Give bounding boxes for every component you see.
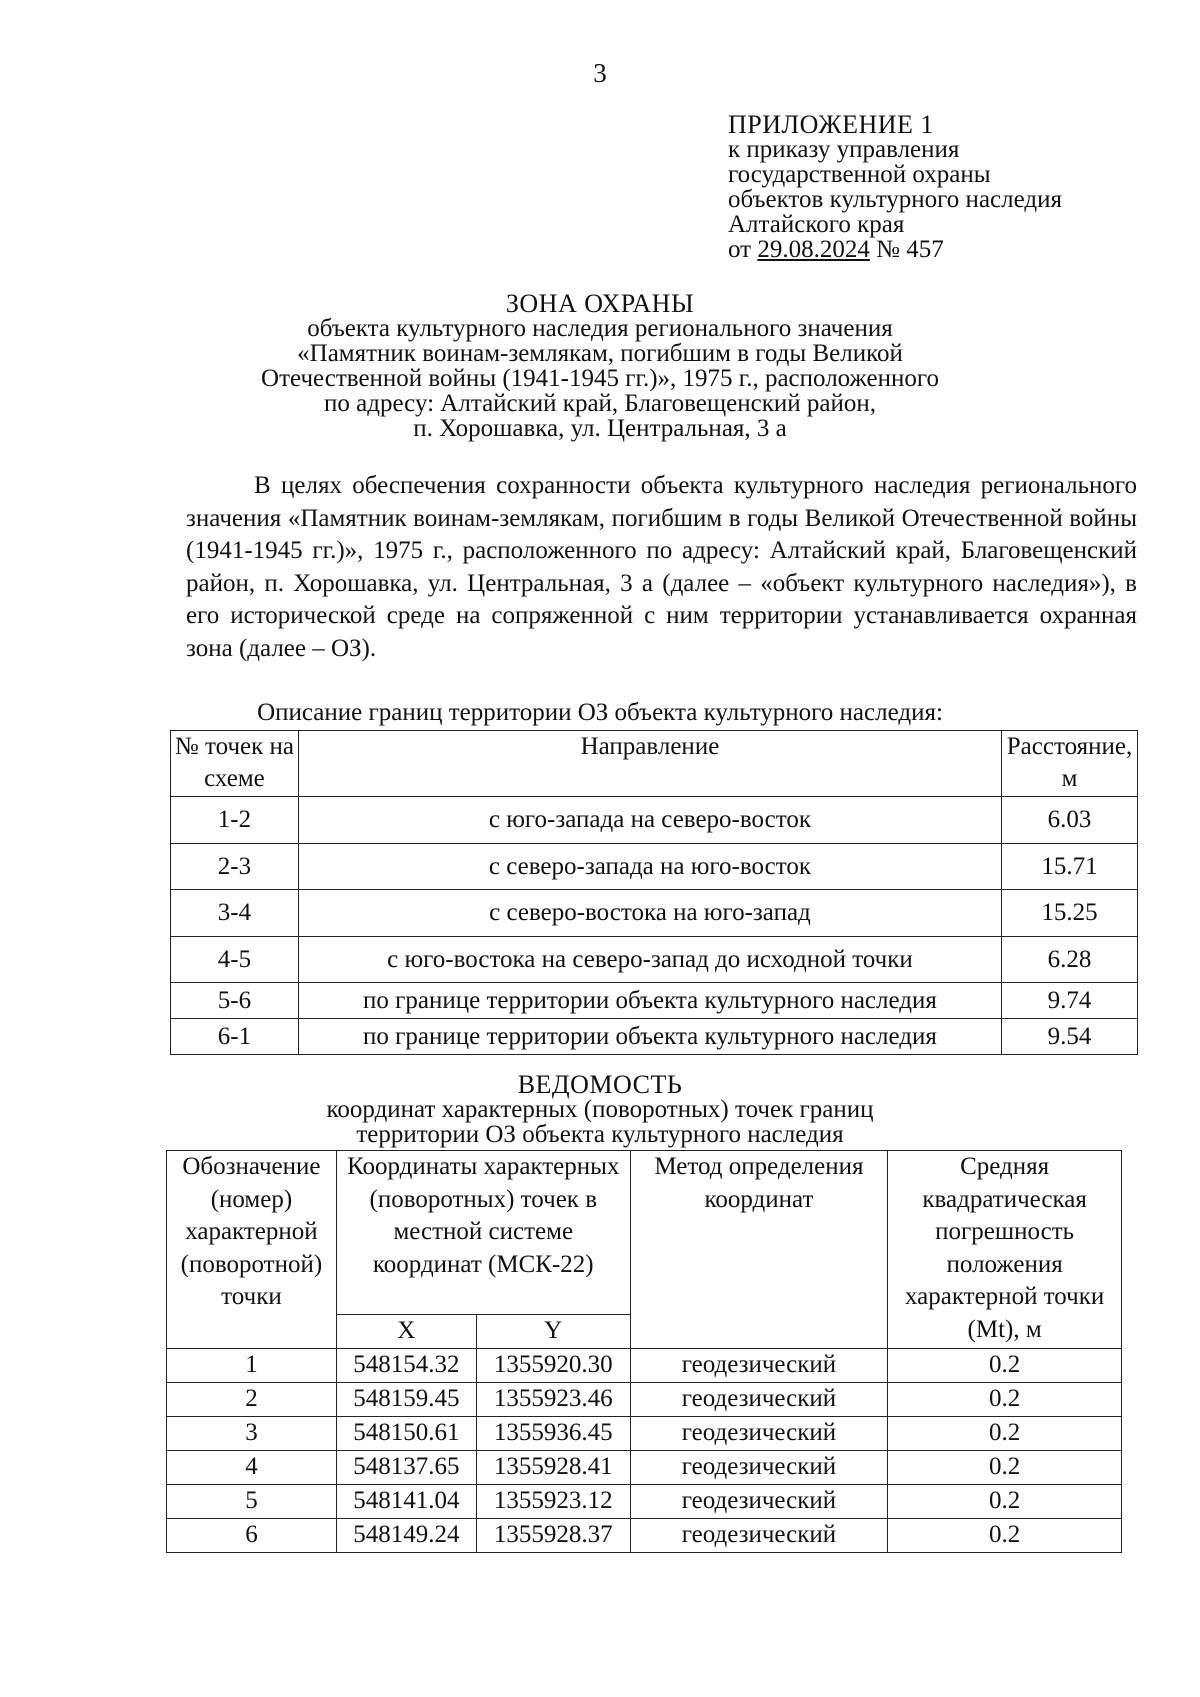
coords-header-coordinates: Координаты характерных (поворотных) точек в местной системе координат (МСК-22) [336,1151,630,1315]
coords-y-cell: 1355936.45 [476,1416,630,1450]
appendix-date: 29.08.2024 [757,236,870,263]
coords-header-row [167,1151,1122,1315]
coords-x-cell: 548137.65 [336,1450,476,1484]
coords-number-cell: 4 [167,1450,337,1484]
bounds-direction-cell: с юго-запада на северо-восток [298,797,1001,844]
coords-header-designation: Обозначение (номер) характерной (поворотной) точки [167,1151,337,1349]
coords-header-y: Y [476,1315,630,1349]
bounds-header-distance: Расстояние, м [1002,731,1138,797]
table-row [171,890,1138,937]
bounds-direction-cell: по границе территории объекта культурного наследия [298,1019,1001,1055]
zone-line: Отечественной войны (1941-1945 гг.)», 1975 г., расположенного [261,365,939,392]
bounds-points-cell: 4-5 [171,937,299,983]
table-row [167,1484,1122,1518]
coords-error-cell: 0.2 [888,1450,1122,1484]
bounds-table [170,730,1138,1055]
page-number: 3 [593,58,607,88]
table-row [167,1518,1122,1552]
table-row [171,937,1138,983]
coords-method-cell: геодезический [630,1484,888,1518]
coords-error-cell: 0.2 [888,1484,1122,1518]
bounds-direction-cell: с юго-востока на северо-запад до исходной точки [298,937,1001,983]
coords-number-cell: 5 [167,1484,337,1518]
coords-y-cell: 1355928.37 [476,1518,630,1552]
bounds-direction-cell: с северо-запада на юго-восток [298,844,1001,890]
table-row [167,1450,1122,1484]
coords-method-cell: геодезический [630,1348,888,1382]
appendix-heading: ПРИЛОЖЕНИЕ 1 [728,110,934,139]
bounds-distance-cell: 6.03 [1002,797,1138,844]
coords-x-cell: 548149.24 [336,1518,476,1552]
coords-header-method: Метод определения координат [630,1151,888,1349]
coords-x-cell: 548159.45 [336,1382,476,1416]
bounds-points-cell: 6-1 [171,1019,299,1055]
bounds-distance-cell: 15.25 [1002,890,1138,937]
table-row [171,1019,1138,1055]
zone-title-block [0,291,1200,441]
bounds-caption: Описание границ территории ОЗ объекта культурного наследия: [257,699,943,726]
coords-error-cell: 0.2 [888,1416,1122,1450]
zone-heading: ЗОНА ОХРАНЫ [505,289,695,318]
vedomost-title-block [0,1072,1200,1147]
coords-method-cell: геодезический [630,1382,888,1416]
appendix-line: Алтайского края [728,211,905,238]
bounds-header-row [171,731,1138,797]
coords-error-cell: 0.2 [888,1518,1122,1552]
coords-x-cell: 548150.61 [336,1416,476,1450]
appendix-line: объектов культурного наследия [728,186,1062,213]
appendix-line: государственной охраны [728,161,991,188]
table-row [167,1348,1122,1382]
coords-x-cell: 548141.04 [336,1484,476,1518]
appendix-line: к приказу управления [728,136,960,163]
coords-y-cell: 1355923.46 [476,1382,630,1416]
bounds-points-cell: 1-2 [171,797,299,844]
appendix-number: № 457 [869,236,944,263]
zone-line: «Памятник воинам-землякам, погибшим в годы Великой [297,340,903,367]
bounds-distance-cell: 6.28 [1002,937,1138,983]
coords-header-x: X [336,1315,476,1349]
coords-y-cell: 1355928.41 [476,1450,630,1484]
table-row [171,797,1138,844]
bounds-direction-cell: по границе территории объекта культурного наследия [298,983,1001,1019]
table-row [171,844,1138,890]
table-row [167,1382,1122,1416]
bounds-distance-cell: 9.54 [1002,1019,1138,1055]
vedomost-line: территории ОЗ объекта культурного наследия [356,1121,844,1148]
zone-line: объекта культурного наследия регионального значения [307,315,893,342]
bounds-points-cell: 2-3 [171,844,299,890]
coords-header-error: Средняя квадратическая погрешность положения характерной точки (Mt), м [888,1151,1122,1349]
coords-y-cell: 1355923.12 [476,1484,630,1518]
coords-x-cell: 548154.32 [336,1348,476,1382]
appendix-block [728,112,1062,262]
coords-method-cell: геодезический [630,1518,888,1552]
bounds-distance-cell: 15.71 [1002,844,1138,890]
zone-line: п. Хорошавка, ул. Центральная, 3 а [413,415,787,442]
vedomost-line: координат характерных (поворотных) точек границ [326,1096,874,1123]
coords-error-cell: 0.2 [888,1348,1122,1382]
coords-method-cell: геодезический [630,1416,888,1450]
appendix-date-line [728,237,1062,262]
table-row [171,983,1138,1019]
bounds-header-points: № точек на схеме [171,731,299,797]
coords-number-cell: 6 [167,1518,337,1552]
body-paragraph: В целях обеспечения сохранности объекта культурного наследия регионального значения «Памятник воинам-землякам, погибшим в годы Великой Отечественной войны (1941-1945 гг.)», 1975 г., расположенного по адресу: Алтайский край, Благовещенский район, п. Хорошавка, ул. Центральная, 3 а (далее – «объект культурного наследия»), в его исторической среде на сопряженной с ним территории устанавливается охранная зона (далее – ОЗ). [186,472,1137,662]
bounds-points-cell: 5-6 [171,983,299,1019]
coords-method-cell: геодезический [630,1450,888,1484]
bounds-direction-cell: с северо-востока на юго-запад [298,890,1001,937]
coords-number-cell: 2 [167,1382,337,1416]
vedomost-heading: ВЕДОМОСТЬ [517,1070,683,1099]
coords-number-cell: 1 [167,1348,337,1382]
bounds-distance-cell: 9.74 [1002,983,1138,1019]
bounds-header-direction: Направление [298,731,1001,797]
coords-number-cell: 3 [167,1416,337,1450]
coords-y-cell: 1355920.30 [476,1348,630,1382]
coordinates-table [166,1150,1122,1553]
coords-error-cell: 0.2 [888,1382,1122,1416]
zone-line: по адресу: Алтайский край, Благовещенский район, [324,390,876,417]
table-row [167,1416,1122,1450]
appendix-date-prefix: от [728,236,758,263]
bounds-points-cell: 3-4 [171,890,299,937]
